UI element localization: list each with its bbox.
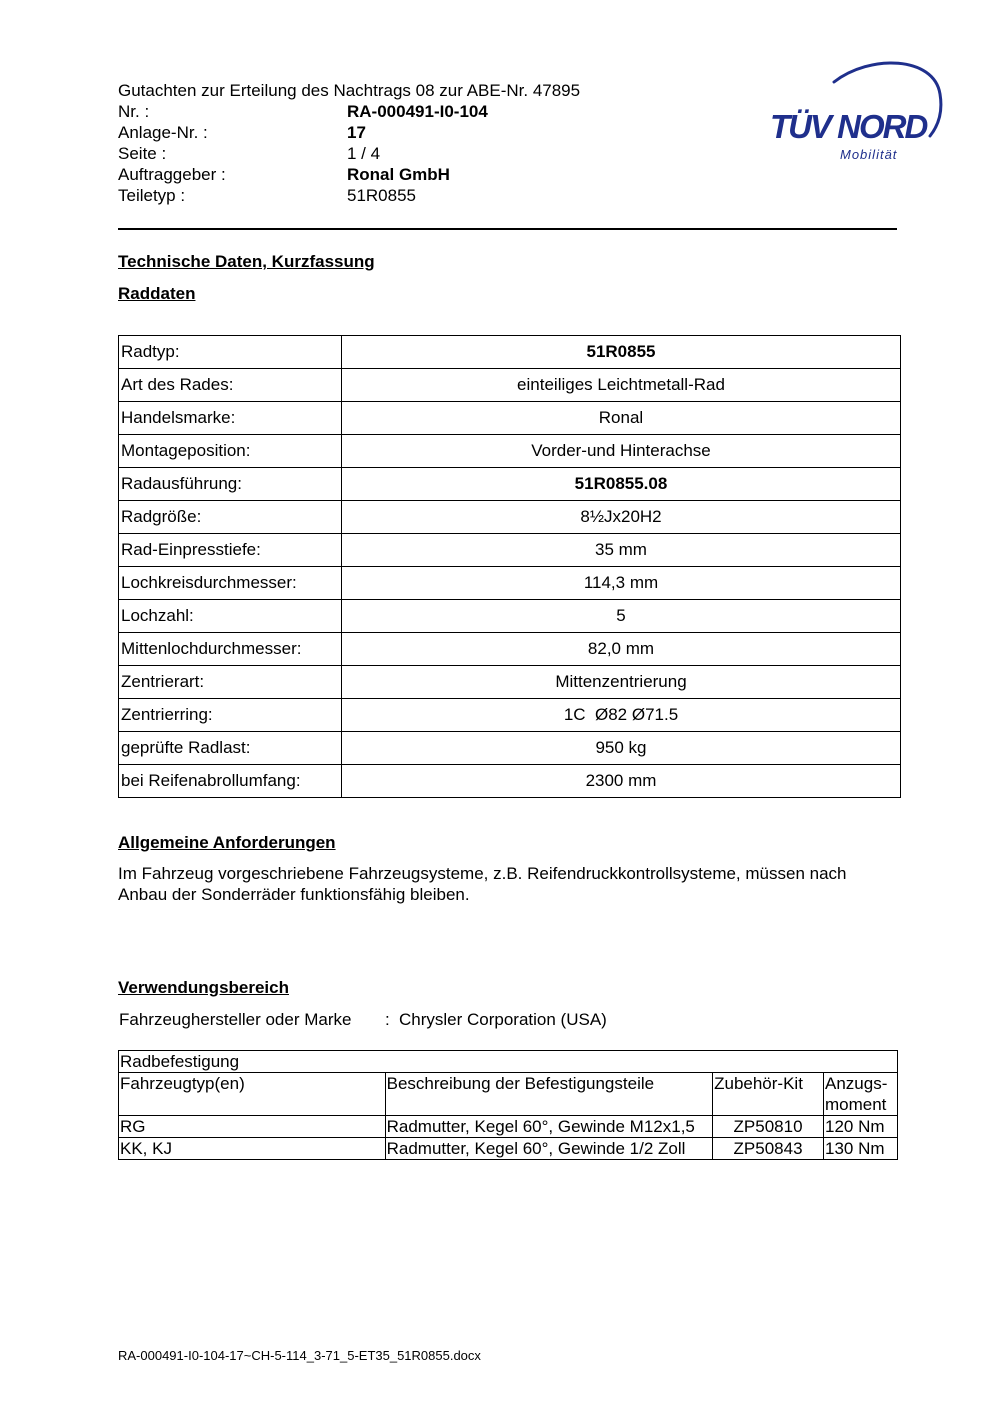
table-row	[119, 435, 901, 468]
row-label: Lochzahl:	[119, 600, 342, 633]
table-row	[119, 732, 901, 765]
row-label: Montageposition:	[119, 435, 342, 468]
header-meta	[118, 101, 488, 206]
table-row	[119, 765, 901, 798]
maker-value: Chrysler Corporation (USA)	[399, 1010, 607, 1029]
meta-row-seite	[118, 143, 488, 164]
row-label: Zentrierring:	[119, 699, 342, 732]
footer-filename: RA-000491-I0-104-17~CH-5-114_3-71_5-ET35_51R0855.docx	[118, 1348, 481, 1363]
table-row	[119, 666, 901, 699]
vehicle-maker-line	[119, 1009, 607, 1030]
fastening-table	[118, 1050, 898, 1160]
row-label: Radgröße:	[119, 501, 342, 534]
row-value: 51R0855.08	[342, 468, 901, 501]
table-cell: 130 Nm	[824, 1138, 898, 1160]
row-label: Radtyp:	[119, 336, 342, 369]
table-title: Radbefestigung	[119, 1051, 898, 1073]
row-value: 114,3 mm	[342, 567, 901, 600]
section-title-tech: Technische Daten, Kurzfassung	[118, 252, 375, 271]
row-value: 950 kg	[342, 732, 901, 765]
section-title-verwendung: Verwendungsbereich	[118, 978, 289, 997]
row-label: Art des Rades:	[119, 369, 342, 402]
row-value: Vorder-und Hinterachse	[342, 435, 901, 468]
row-value: 5	[342, 600, 901, 633]
row-label: geprüfte Radlast:	[119, 732, 342, 765]
column-header: Anzugs-moment	[824, 1073, 898, 1116]
table-title-row	[119, 1051, 898, 1073]
table-cell: 120 Nm	[824, 1116, 898, 1138]
table-row	[119, 1138, 898, 1160]
row-label: bei Reifenabrollumfang:	[119, 765, 342, 798]
header-divider	[118, 228, 897, 230]
row-label: Rad-Einpresstiefe:	[119, 534, 342, 567]
row-value: 82,0 mm	[342, 633, 901, 666]
row-label: Lochkreisdurchmesser:	[119, 567, 342, 600]
row-label: Zentrierart:	[119, 666, 342, 699]
section-title-raddaten: Raddaten	[118, 284, 196, 303]
meta-label: Anlage-Nr. :	[118, 123, 208, 142]
table-row	[119, 633, 901, 666]
table-cell: ZP50810	[713, 1116, 824, 1138]
meta-row-teiletyp	[118, 185, 488, 206]
meta-row-anlage	[118, 122, 488, 143]
table-cell: KK, KJ	[119, 1138, 386, 1160]
meta-value: 1 / 4	[347, 144, 381, 163]
row-label: Mittenlochdurchmesser:	[119, 633, 342, 666]
table-row	[119, 1116, 898, 1138]
table-row	[119, 567, 901, 600]
maker-separator: :	[385, 1010, 390, 1029]
table-cell: ZP50843	[713, 1138, 824, 1160]
meta-row-auftraggeber	[118, 164, 488, 185]
meta-value: RA-000491-I0-104	[347, 102, 488, 121]
row-label: Handelsmarke:	[119, 402, 342, 435]
logo-sub: Mobilität	[840, 147, 898, 162]
table-cell: Radmutter, Kegel 60°, Gewinde M12x1,5	[385, 1116, 712, 1138]
wheel-data-table	[118, 335, 901, 798]
tuv-nord-logo	[768, 56, 948, 166]
row-value: Mittenzentrierung	[342, 666, 901, 699]
table-row	[119, 534, 901, 567]
row-label: Radausführung:	[119, 468, 342, 501]
section-title-allgemein: Allgemeine Anforderungen	[118, 833, 336, 852]
maker-label: Fahrzeughersteller oder Marke	[119, 1010, 352, 1029]
logo-brand: TÜV NORD	[770, 108, 927, 145]
meta-value: Ronal GmbH	[347, 165, 450, 184]
requirements-paragraph: Im Fahrzeug vorgeschriebene Fahrzeugsysteme, z.B. Reifendruckkontrollsysteme, müssen nach Anbau der Sonderräder funktionsfähig bleiben.	[118, 864, 847, 904]
row-value: einteiliges Leichtmetall-Rad	[342, 369, 901, 402]
document-title: Gutachten zur Erteilung des Nachtrags 08 zur ABE-Nr. 47895	[118, 81, 581, 100]
row-value: 8½Jx20H2	[342, 501, 901, 534]
table-row	[119, 336, 901, 369]
row-value: 51R0855	[342, 336, 901, 369]
row-value: 1C Ø82 Ø71.5	[342, 699, 901, 732]
row-value: Ronal	[342, 402, 901, 435]
column-header: Zubehör-Kit	[713, 1073, 824, 1116]
table-row	[119, 468, 901, 501]
meta-label: Teiletyp :	[118, 186, 186, 205]
meta-label: Seite :	[118, 144, 167, 163]
row-value: 2300 mm	[342, 765, 901, 798]
column-header: Fahrzeugtyp(en)	[119, 1073, 386, 1116]
table-row	[119, 501, 901, 534]
table-row	[119, 402, 901, 435]
table-row	[119, 699, 901, 732]
table-row	[119, 369, 901, 402]
meta-value: 17	[347, 123, 366, 142]
meta-value: 51R0855	[347, 186, 417, 205]
meta-label: Nr. :	[118, 102, 150, 121]
table-row	[119, 600, 901, 633]
meta-label: Auftraggeber :	[118, 165, 226, 184]
meta-row-nr	[118, 101, 488, 122]
row-value: 35 mm	[342, 534, 901, 567]
table-cell: Radmutter, Kegel 60°, Gewinde 1/2 Zoll	[385, 1138, 712, 1160]
table-cell: RG	[119, 1116, 386, 1138]
table-header-row	[119, 1073, 898, 1116]
column-header: Beschreibung der Befestigungsteile	[385, 1073, 712, 1116]
